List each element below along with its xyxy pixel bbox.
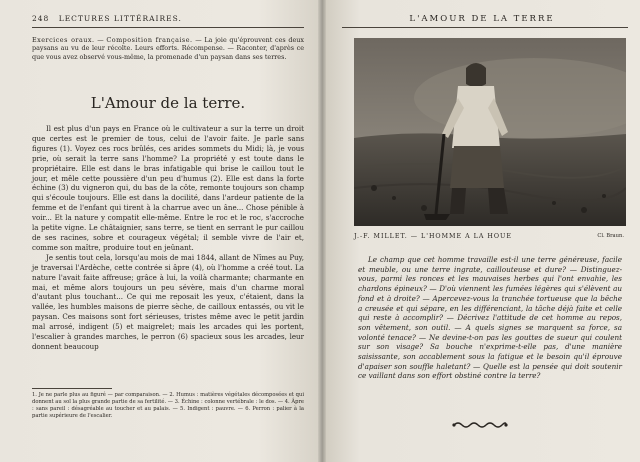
- illustration-caption: [354, 233, 626, 240]
- right-running-head: L'AMOUR DE LA TERRE: [409, 14, 555, 24]
- head-rule: [342, 27, 628, 28]
- chapter-title: L'Amour de la terre.: [90, 94, 246, 112]
- head-rule: [32, 27, 304, 28]
- footnotes: 1. Je ne parle plus au figuré — par comparaison. — 2. Humus : matières végétales décomposées et qui donnent au sol la plus grande partie de sa fertilité. — 3. Échine : colonne vertébrale : le dos. — 4. Âpre : sans pareil : désagréable au toucher et au palais. — 5. Indigent : pauvre. — 6. Perron : palier à la partie supérieure de l'escalier.: [32, 392, 304, 419]
- exercise-block: Exercices oraux. — Composition française. — La joie qu'éprouvent ces deux paysans au vu de leur récolte. Leurs efforts. Récompense. — Raconter, d'après ce que vous avez observé vous-même, la promenade d'un paysan dans ses terres.: [32, 36, 304, 61]
- exercise-text: — La joie qu'éprouvent ces deux paysans au vu de leur récolte. Leurs efforts. Récompense. — Raconter, d'après ce que vous avez observé vous-même, la promenade d'un paysan dans ses terres.: [32, 36, 304, 61]
- painting-illustration: [354, 38, 626, 226]
- paragraph: Il est plus d'un pays en France où le cultivateur a sur la terre un droit que certes est le premier de tous, celui de l'avoir faite. Je parle sans figures (1). Voyez ces rocs brûlés, ces arides sommets du Midi; là, je vous prie, où serait la terre sans l'homme? La propriété y est toute dans le propriétaire. Elle est dans le bras infatigable qui brise le caillou tout le jour, et mêle cette poussière d'un peu d'humus (2). Elle est dans la forte échine (3) du vigneron qui, du bas de la côte, remonte toujours son champ qui s'écoule toujours. Elle est dans la docilité, dans l'ardeur patiente de la femme et de l'enfant qui tirent à la charrue avec un âne... Chose pénible à voir... Et la nature y compatit elle-même. Entre le roc et le roc, s'accroche la petite vigne. Le châtaignier, sans terre, se tient en serrant le pur caillou de ses racines, sobre et courageux végétal; il semble vivre de l'air et, comme son maître, produire tout en jeûnant.: [32, 124, 304, 252]
- left-running-head: [32, 14, 302, 23]
- exercise-label: Exercices oraux.: [32, 36, 95, 44]
- man-with-hoe-image: [354, 38, 626, 226]
- paragraph: Je sentis tout cela, lorsqu'au mois de mai 1844, allant de Nîmes au Puy, je traversai l'Ardèche, cette contrée si âpre (4), où l'homme a créé tout. La nature l'avait faite affreuse; grâce à lui, la voilà charmante; charmante en mai, et même alors toujours un peu sévère, mais d'un charme moral d'autant plus touchant... Ce qui me reposait les yeux, c'étaient, dans la vallée, les humbles maisons de pierre sèche, de cailloux entassés, ou vit le paysan. Ces maisons sont fort sérieuses, tristes même avec le petit jardin mal arrosé, indigent (5) et maigrelet; mais les arcades qui les portent, l'escalier à grandes marches, le perron (6) spacieux sous les arcades, leur donnent beaucoup: [32, 252, 304, 351]
- exercise-kind: Composition française.: [106, 36, 193, 44]
- ornament-icon: [452, 414, 508, 433]
- body-text: [32, 124, 304, 352]
- caption-text: J.-F. MILLET. — L'HOMME A LA HOUE: [354, 233, 512, 240]
- footnote-rule: [32, 388, 112, 389]
- book-gutter: [318, 0, 326, 462]
- question-paragraph: Le champ que cet homme travaille est-il une terre généreuse, facile et meuble, ou une terre ingrate, caillouteuse et dure? — Distinguez-vous, parmi les ronces et les mauvaises herbes qui l'ont envahie, les chardons épineux? — D'où viennent les fumées légères qui s'élèvent au fond et à droite? — Apercevez-vous la tranchée tortueuse que la bêche a creusée et qui sépare, en les différenciant, la tâche déjà faite et celle qui reste à accomplir? — Décrivez l'attitude de cet homme au repos, son vêtement, son outil. — A quels signes se marquent sa force, sa volonté tenace? — Ne devine-t-on pas les gouttes de sueur qui coulent sur son visage? Sa bouche n'exprime-t-elle pas, d'une manière saisissante, son accablement sous la fatigue et le besoin qu'il éprouve d'apaiser son souffle haletant? — Quelle est la pensée qui doit soutenir ce vaillant dans son effort obstiné contre la terre?: [358, 255, 622, 381]
- running-head-text: LECTURES LITTÉRAIRES.: [58, 14, 182, 23]
- study-questions: [358, 255, 622, 381]
- page-number: 248: [32, 14, 50, 23]
- photo-credit: Cl. Braun.: [597, 233, 624, 239]
